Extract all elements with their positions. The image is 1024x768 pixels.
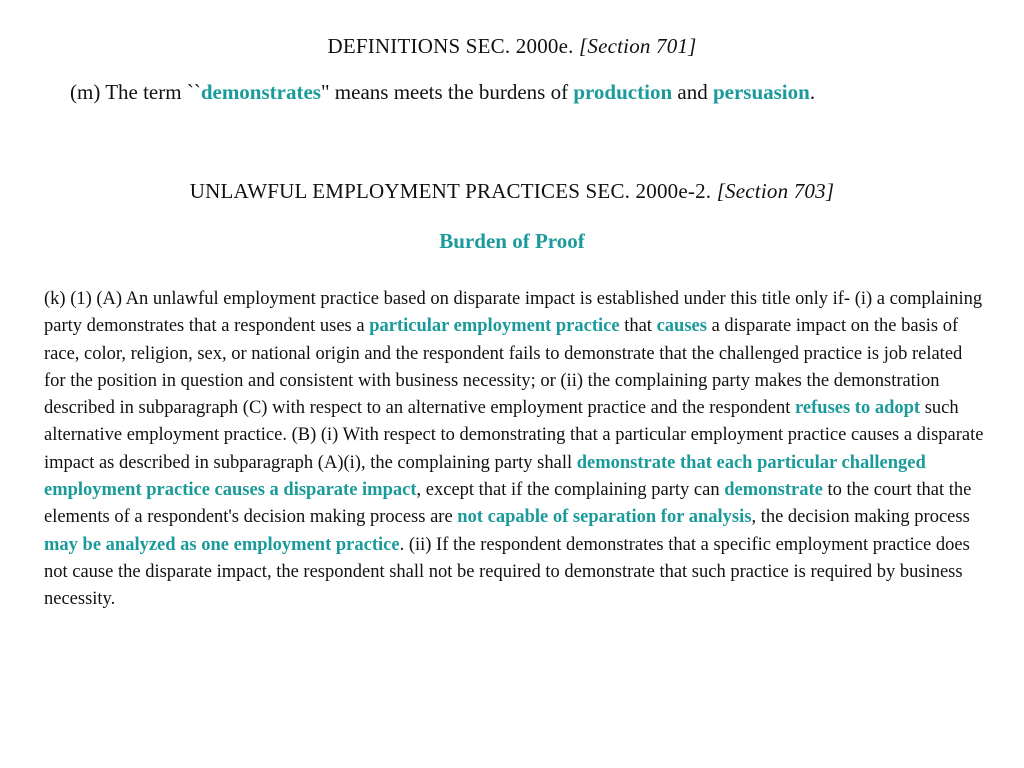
- highlighted-term: causes: [656, 316, 707, 337]
- text-segment: .: [809, 80, 816, 104]
- unlawful-practices-heading: [0, 179, 1024, 204]
- highlighted-term: persuasion: [712, 80, 810, 104]
- burden-of-proof-title: Burden of Proof: [439, 229, 585, 253]
- text-segment: (k) (1) (A) An unlawful employment practice based on disparate impact is established under this title only if- (i) a complaining party demonstrates that a respondent uses a: [44, 289, 983, 337]
- text-segment: , the decision making process: [751, 507, 970, 528]
- text-segment: " means meets the burdens of: [320, 80, 574, 104]
- definitions-heading: [0, 34, 1024, 59]
- text-segment: . (ii) If the respondent demonstrates that a specific employment practice does not cause the disparate impact, the respondent shall not be required to demonstrate that such practice is required by business necessity.: [44, 534, 970, 610]
- highlighted-term: particular employment practice: [369, 316, 620, 337]
- highlighted-term: demonstrate that each particular challenged employment practice causes a disparate impact: [44, 452, 926, 501]
- highlighted-term: demonstrates: [200, 80, 321, 104]
- definitions-heading-text: DEFINITIONS SEC. 2000e.: [327, 34, 574, 58]
- text-segment: to the court that the elements of a respondent's decision making process are: [44, 480, 972, 528]
- burden-of-proof-paragraph: [44, 286, 984, 614]
- text-segment: (m) The term ``: [70, 80, 201, 104]
- definitions-section-ref: [Section 701]: [579, 34, 697, 58]
- highlighted-term: demonstrate: [724, 480, 823, 501]
- unlawful-heading-text: UNLAWFUL EMPLOYMENT PRACTICES SEC. 2000e-2.: [189, 179, 712, 203]
- text-segment: and: [672, 80, 713, 104]
- highlighted-term: production: [573, 80, 673, 104]
- highlighted-term: refuses to adopt: [795, 398, 921, 419]
- text-segment: a disparate impact on the basis of race, color, religion, sex, or national origin and the respondent fails to demonstrate that the challenged practice is job related for the position in question and consistent with business necessity; or (ii) the complaining party makes the demonstration described in subparagraph (C) with respect to an alternative employment practice and the respondent: [44, 316, 963, 419]
- text-segment: that: [619, 316, 657, 337]
- highlighted-term: not capable of separation for analysis: [457, 507, 752, 528]
- text-segment: , except that if the complaining party can: [416, 480, 725, 501]
- text-segment: such alternative employment practice. (B) (i) With respect to demonstrating that a particular employment practice causes a disparate impact as described in subparagraph (A)(i), the complaining party shall: [44, 398, 984, 473]
- definition-paragraph: [70, 76, 950, 108]
- highlighted-term: may be analyzed as one employment practice: [44, 534, 400, 555]
- unlawful-section-ref: [Section 703]: [716, 179, 835, 203]
